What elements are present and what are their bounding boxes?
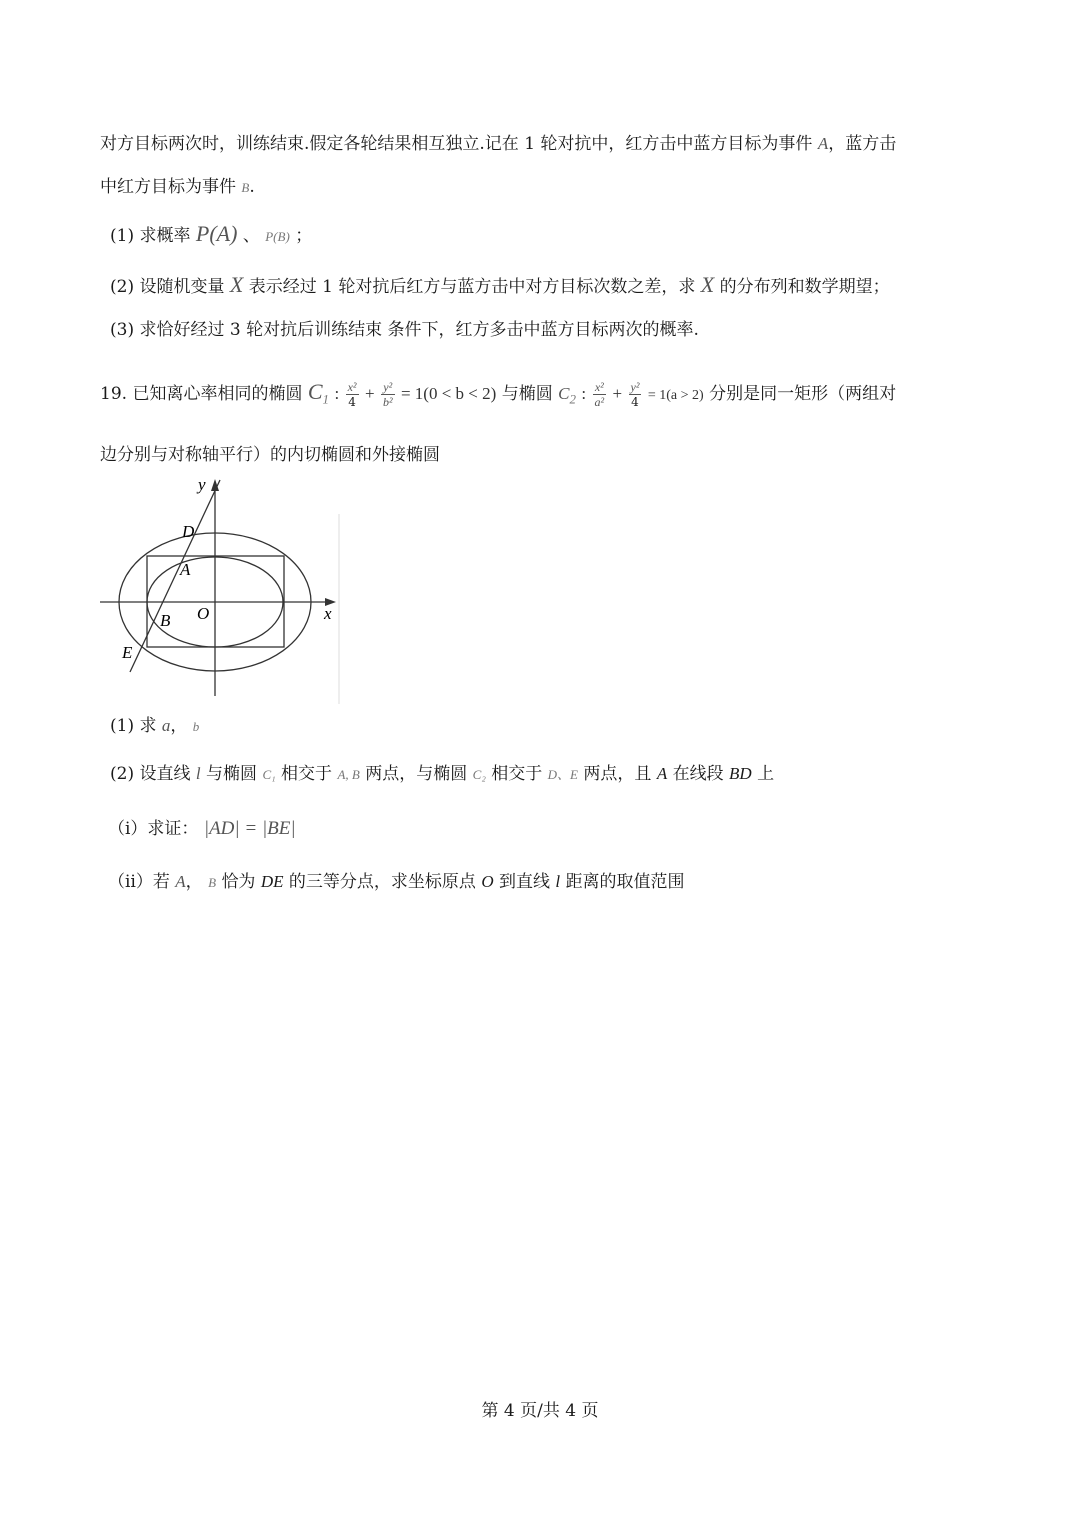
- prob-PA: P(A): [195, 221, 238, 246]
- part-label: (1) 求概率: [110, 226, 191, 246]
- origin-O: O: [481, 872, 494, 891]
- plus: +: [364, 384, 375, 403]
- ellipse-C1-label: C: [307, 379, 323, 404]
- numerator: x²: [347, 380, 357, 394]
- plus: +: [612, 384, 623, 403]
- equation-tail: = 1(a > 2): [647, 388, 704, 403]
- separator: 、: [242, 226, 260, 246]
- q19-text: 到直线: [499, 872, 551, 892]
- q18-line2: [100, 175, 255, 200]
- q19-text: 相交于: [281, 764, 333, 784]
- label-A: A: [180, 560, 191, 579]
- part-label: （ⅱ）若: [108, 872, 170, 892]
- label-D: D: [182, 522, 195, 541]
- q18-text: 表示经过 1 轮对抗后红方与蓝方击中对方目标次数之差，求: [248, 277, 696, 297]
- subscript: 2: [569, 391, 576, 407]
- denominator: b²: [382, 395, 393, 409]
- points-DE: D、E: [547, 767, 579, 782]
- denominator: 4: [631, 395, 639, 409]
- q19-text: 距离的取值范围: [565, 872, 685, 892]
- equation-tail: = 1(0 < b < 2): [400, 384, 497, 403]
- segment-DE: DE: [260, 872, 284, 891]
- numerator: x²: [593, 380, 607, 395]
- colon: :: [581, 384, 587, 403]
- q19-text: 19. 已知离心率相同的椭圆: [100, 384, 303, 404]
- q18-text: 中红方目标为事件: [100, 177, 236, 197]
- var-X: X: [700, 272, 715, 297]
- event-B: B: [241, 180, 250, 195]
- event-A: A: [817, 134, 829, 153]
- equation-AD-BE: |AD| = |BE|: [203, 818, 296, 839]
- label-E: E: [122, 643, 133, 662]
- var-b: b: [192, 719, 200, 734]
- q19-text: 两点，且: [583, 764, 652, 784]
- part-label: (2) 设直线: [110, 764, 191, 784]
- prob-PB: P(B): [265, 229, 290, 244]
- numerator: y²: [630, 380, 640, 394]
- q19-text: 恰为: [221, 872, 256, 892]
- ellipse-figure: [96, 474, 346, 706]
- ellipse-C2-label: C: [558, 384, 570, 403]
- numerator: y²: [381, 380, 395, 395]
- q19-part2: [110, 762, 774, 787]
- q18-text: ，蓝方击: [828, 134, 897, 154]
- q18-part2: [110, 273, 890, 299]
- part-label: (2) 设随机变量: [110, 277, 225, 297]
- q18-part1: [110, 222, 312, 249]
- part-label: （ⅰ）求证：: [108, 819, 199, 839]
- part-label: (1) 求: [110, 716, 157, 736]
- q19-text: 与椭圆: [501, 384, 553, 404]
- fraction: [381, 380, 395, 409]
- points-AB: A, B: [337, 767, 360, 782]
- separator: ，: [170, 716, 188, 736]
- point-B: B: [208, 875, 217, 890]
- segment-BD: BD: [729, 764, 752, 783]
- q19-text: 的三等分点，求坐标原点: [288, 872, 476, 892]
- q19-text: 在线段: [672, 764, 724, 784]
- ellipse-C1-ref: C₁: [262, 767, 276, 782]
- fraction: [629, 380, 642, 409]
- fraction: [593, 380, 607, 409]
- q19-part2-i: [108, 817, 296, 841]
- ellipse-C2-ref: C₂: [472, 767, 486, 782]
- q18-part3: [110, 318, 699, 342]
- q18-text: .: [249, 177, 255, 197]
- subscript: 1: [322, 391, 330, 407]
- q19-text: 与椭圆: [206, 764, 258, 784]
- q19-text: 分别是同一矩形（两组对: [709, 384, 897, 404]
- fraction: [346, 380, 359, 409]
- q19-text: 相交于: [491, 764, 543, 784]
- q18-line1: [100, 132, 896, 156]
- var-l: l: [555, 872, 561, 891]
- var-a: a: [161, 716, 171, 735]
- label-B: B: [160, 611, 171, 630]
- q19-text: 边分别与对称轴平行）的内切椭圆和外接椭圆: [100, 445, 440, 465]
- denominator: a²: [594, 395, 605, 409]
- point-A: A: [175, 872, 186, 891]
- label-O: O: [197, 604, 210, 623]
- label-y: y: [198, 475, 206, 494]
- q19-part2-ii: [108, 870, 685, 895]
- separator: ；: [295, 226, 313, 246]
- q19-intro: [100, 380, 896, 411]
- separator: ，: [185, 872, 203, 892]
- denominator: 4: [348, 395, 356, 409]
- point-A: A: [656, 764, 668, 783]
- q18-text: 的分布列和数学期望；: [719, 277, 890, 297]
- label-x: x: [324, 604, 332, 623]
- q19-text: 上: [757, 764, 775, 784]
- page-footer: 第 4 页/共 4 页: [481, 1401, 599, 1421]
- q19-part1: [110, 714, 199, 739]
- q19-text: 两点，与椭圆: [365, 764, 468, 784]
- var-l: l: [195, 764, 201, 783]
- q19-intro-line2: [100, 443, 440, 467]
- line-l: [130, 480, 220, 672]
- colon: :: [334, 384, 340, 403]
- var-X: X: [229, 272, 244, 297]
- q18-text: 对方目标两次时，训练结束.假定各轮结果相互独立.记在 1 轮对抗中，红方击中蓝方目标为事件: [100, 134, 813, 154]
- q18-text: (3) 求恰好经过 3 轮对抗后训练结束 条件下，红方多击中蓝方目标两次的概率.: [110, 320, 699, 340]
